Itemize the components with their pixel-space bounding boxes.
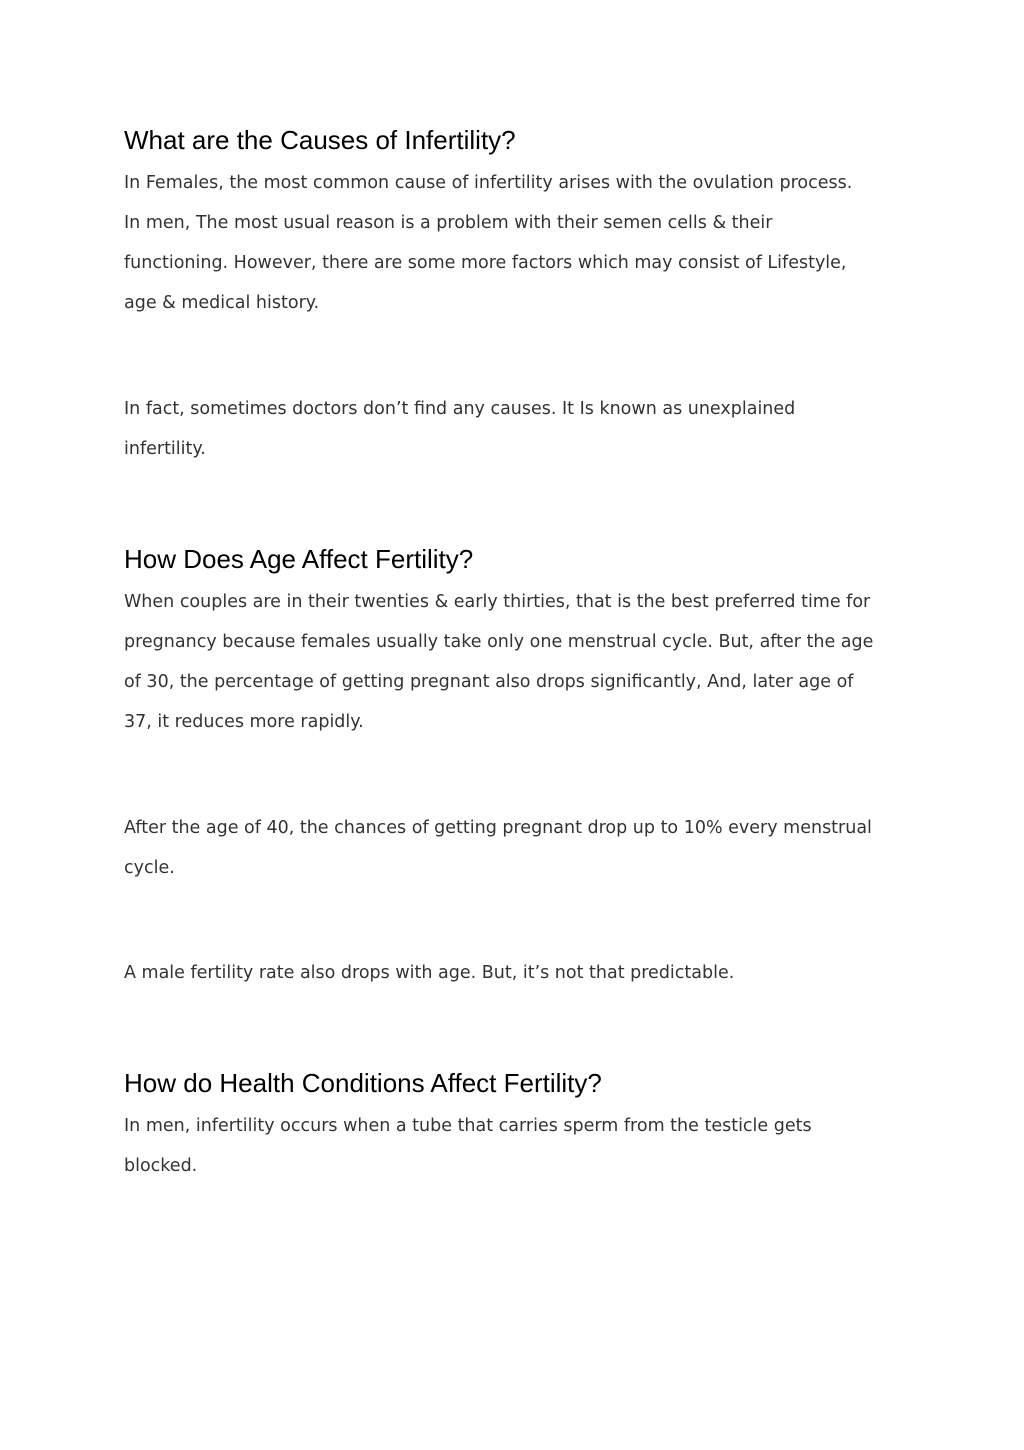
paragraph-line: In Females, the most common cause of infertility arises with the ovulation process. bbox=[124, 173, 853, 193]
paragraph-line: In men, infertility occurs when a tube that carries sperm from the testicle gets bbox=[124, 1116, 812, 1136]
paragraph-line: pregnancy because females usually take only one menstrual cycle. But, after the age bbox=[124, 632, 874, 652]
section-heading-age: How Does Age Affect Fertility? bbox=[124, 544, 474, 574]
paragraph-line: blocked. bbox=[124, 1156, 198, 1176]
paragraph-line: In men, The most usual reason is a problem with their semen cells & their bbox=[124, 213, 773, 233]
paragraph-line: When couples are in their twenties & early thirties, that is the best preferred time for bbox=[124, 592, 871, 612]
paragraph-age-forty bbox=[124, 808, 899, 888]
paragraph-line: age & medical history. bbox=[124, 293, 320, 313]
paragraph-causes-main bbox=[124, 163, 899, 323]
paragraph-line: cycle. bbox=[124, 858, 175, 878]
paragraph-line: In fact, sometimes doctors don’t find any causes. It Is known as unexplained bbox=[124, 399, 796, 419]
paragraph-line: of 30, the percentage of getting pregnant also drops significantly, And, later age of bbox=[124, 672, 854, 692]
paragraph-line: After the age of 40, the chances of getting pregnant drop up to 10% every menstrual bbox=[124, 818, 872, 838]
section-heading-causes: What are the Causes of Infertility? bbox=[124, 125, 516, 155]
paragraph-health-main bbox=[124, 1106, 899, 1186]
paragraph-unexplained-infertility bbox=[124, 389, 899, 469]
paragraph-male-fertility bbox=[124, 953, 899, 993]
paragraph-line: infertility. bbox=[124, 439, 206, 459]
paragraph-line: 37, it reduces more rapidly. bbox=[124, 712, 364, 732]
paragraph-line: A male fertility rate also drops with age. But, it’s not that predictable. bbox=[124, 963, 735, 983]
paragraph-line: functioning. However, there are some more factors which may consist of Lifestyle, bbox=[124, 253, 847, 273]
section-heading-health: How do Health Conditions Affect Fertility? bbox=[124, 1068, 602, 1098]
paragraph-age-main bbox=[124, 582, 899, 742]
